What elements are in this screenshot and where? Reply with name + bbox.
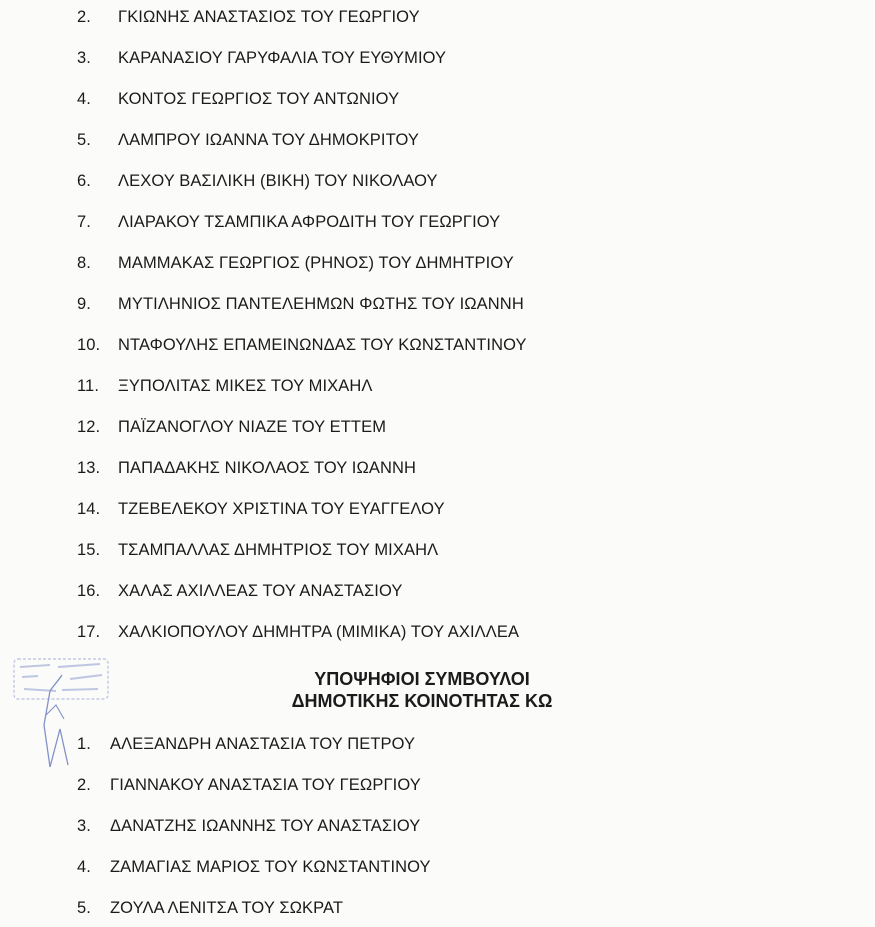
- item-number: 6.: [77, 172, 91, 190]
- item-name: ΠΑΪΖΑΝΟΓΛΟΥ ΝΙΑΖΕ ΤΟΥ ΕΤΤΕΜ: [118, 418, 387, 436]
- item-name: ΤΖΕΒΕΛΕΚΟΥ ΧΡΙΣΤΙΝΑ ΤΟΥ ΕΥΑΓΓΕΛΟΥ: [118, 500, 445, 518]
- item-name: ΧΑΛΑΣ ΑΧΙΛΛΕΑΣ ΤΟΥ ΑΝΑΣΤΑΣΙΟΥ: [118, 582, 403, 600]
- item-number: 14.: [77, 500, 101, 518]
- item-number: 16.: [77, 582, 101, 600]
- item-number: 15.: [77, 541, 101, 559]
- item-name: ΚΑΡΑΝΑΣΙΟΥ ΓΑΡΥΦΑΛΙΑ ΤΟΥ ΕΥΘΥΜΙΟΥ: [118, 49, 447, 67]
- item-number: 5.: [77, 131, 91, 149]
- item-number: 7.: [77, 213, 91, 231]
- item-number: 2.: [77, 8, 91, 26]
- item-name: ΛΕΧΟΥ ΒΑΣΙΛΙΚΗ (ΒΙΚΗ) ΤΟΥ ΝΙΚΟΛΑΟΥ: [118, 172, 438, 190]
- item-number: 12.: [77, 418, 101, 436]
- item-number: 10.: [77, 336, 101, 354]
- item-number: 1.: [77, 735, 91, 753]
- item-name: ΓΙΑΝΝΑΚΟΥ ΑΝΑΣΤΑΣΙΑ ΤΟΥ ΓΕΩΡΓΙΟΥ: [110, 776, 421, 794]
- official-stamp-signature: [10, 655, 120, 775]
- item-name: ΔΑΝΑΤΖΗΣ ΙΩΑΝΝΗΣ ΤΟΥ ΑΝΑΣΤΑΣΙΟΥ: [110, 817, 421, 835]
- item-name: ΝΤΑΦΟΥΛΗΣ ΕΠΑΜΕΙΝΩΝΔΑΣ ΤΟΥ ΚΩΝΣΤΑΝΤΙΝΟΥ: [118, 336, 527, 354]
- item-name: ΛΑΜΠΡΟΥ ΙΩΑΝΝΑ ΤΟΥ ΔΗΜΟΚΡΙΤΟΥ: [118, 131, 419, 149]
- item-name: ΖΑΜΑΓΙΑΣ ΜΑΡΙΟΣ ΤΟΥ ΚΩΝΣΤΑΝΤΙΝΟΥ: [110, 858, 431, 876]
- item-name: ΜΥΤΙΛΗΝΙΟΣ ΠΑΝΤΕΛΕΗΜΩΝ ΦΩΤΗΣ ΤΟΥ ΙΩΑΝΝΗ: [118, 295, 524, 313]
- section-heading: [262, 668, 582, 712]
- item-name: ΓΚΙΩΝΗΣ ΑΝΑΣΤΑΣΙΟΣ ΤΟΥ ΓΕΩΡΓΙΟΥ: [118, 8, 420, 26]
- section-heading-line-1: ΥΠΟΨΗΦΙΟΙ ΣΥΜΒΟΥΛΟΙ: [314, 669, 530, 689]
- item-number: 2.: [77, 776, 91, 794]
- item-number: 13.: [77, 459, 101, 477]
- item-name: ΠΑΠΑΔΑΚΗΣ ΝΙΚΟΛΑΟΣ ΤΟΥ ΙΩΑΝΝΗ: [118, 459, 417, 477]
- item-number: 11.: [77, 377, 100, 395]
- item-name: ΛΙΑΡΑΚΟΥ ΤΣΑΜΠΙΚΑ ΑΦΡΟΔΙΤΗ ΤΟΥ ΓΕΩΡΓΙΟΥ: [118, 213, 501, 231]
- item-number: 8.: [77, 254, 91, 272]
- item-number: 3.: [77, 49, 91, 67]
- item-number: 4.: [77, 90, 91, 108]
- item-name: ΤΣΑΜΠΑΛΛΑΣ ΔΗΜΗΤΡΙΟΣ ΤΟΥ ΜΙΧΑΗΛ: [118, 541, 439, 559]
- section-heading-line-2: ΔΗΜΟΤΙΚΗΣ ΚΟΙΝΟΤΗΤΑΣ ΚΩ: [291, 691, 553, 711]
- item-name: ΑΛΕΞΑΝΔΡΗ ΑΝΑΣΤΑΣΙΑ ΤΟΥ ΠΕΤΡΟΥ: [110, 735, 416, 753]
- item-number: 17.: [77, 623, 101, 641]
- item-number: 3.: [77, 817, 91, 835]
- item-number: 9.: [77, 295, 91, 313]
- item-number: 4.: [77, 858, 91, 876]
- item-name: ΞΥΠΟΛΙΤΑΣ ΜΙΚΕΣ ΤΟΥ ΜΙΧΑΗΛ: [118, 377, 373, 395]
- item-name: ΜΑΜΜΑΚΑΣ ΓΕΩΡΓΙΟΣ (ΡΗΝΟΣ) ΤΟΥ ΔΗΜΗΤΡΙΟΥ: [118, 254, 514, 272]
- item-name: ΧΑΛΚΙΟΠΟΥΛΟΥ ΔΗΜΗΤΡΑ (ΜΙΜΙΚΑ) ΤΟΥ ΑΧΙΛΛΕΑ: [118, 623, 520, 641]
- item-number: 5.: [77, 899, 91, 917]
- item-name: ΖΟΥΛΑ ΛΕΝΙΤΣΑ ΤΟΥ ΣΩΚΡΑΤ: [110, 899, 344, 917]
- item-name: ΚΟΝΤΟΣ ΓΕΩΡΓΙΟΣ ΤΟΥ ΑΝΤΩΝΙΟΥ: [118, 90, 400, 108]
